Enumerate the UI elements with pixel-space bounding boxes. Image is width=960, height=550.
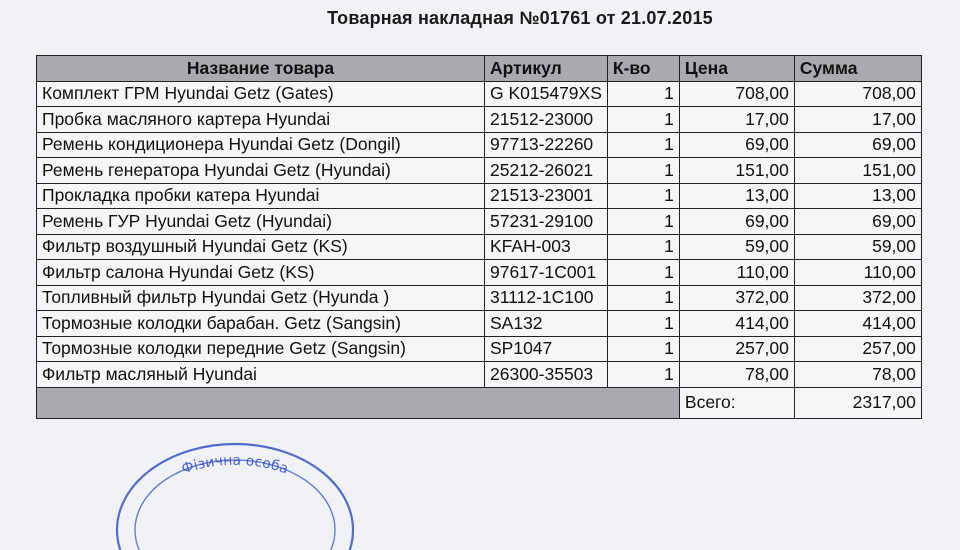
item-price: 708,00	[679, 81, 794, 107]
item-article: 57231-29100	[485, 209, 608, 235]
item-price: 69,00	[679, 209, 794, 235]
header-name: Название товара	[37, 56, 485, 82]
item-article: 26300-35503	[485, 362, 608, 388]
item-sum: 13,00	[794, 183, 921, 209]
item-qty: 1	[607, 311, 679, 337]
total-filler	[37, 387, 680, 418]
item-sum: 414,00	[794, 311, 921, 337]
item-qty: 1	[607, 285, 679, 311]
item-name: Комплект ГРМ Hyundai Getz (Gates)	[37, 81, 485, 107]
item-sum: 257,00	[794, 336, 921, 362]
item-article: 21513-23001	[485, 183, 608, 209]
header-sum: Сумма	[794, 56, 921, 82]
item-article: 97617-1C001	[485, 260, 608, 286]
item-qty: 1	[607, 81, 679, 107]
item-article: 25212-26021	[485, 158, 608, 184]
table-row	[37, 183, 922, 209]
table-row	[37, 209, 922, 235]
item-sum: 69,00	[794, 132, 921, 158]
item-price: 69,00	[679, 132, 794, 158]
item-sum: 372,00	[794, 285, 921, 311]
table-row	[37, 107, 922, 133]
item-article: SA132	[485, 311, 608, 337]
total-value: 2317,00	[794, 387, 921, 418]
item-price: 78,00	[679, 362, 794, 388]
header-price: Цена	[679, 56, 794, 82]
item-article: KFAH-003	[485, 234, 608, 260]
item-name: Пробка масляного картера Hyundai	[37, 107, 485, 133]
item-sum: 708,00	[794, 81, 921, 107]
item-qty: 1	[607, 362, 679, 388]
svg-text:Фізична особа	[180, 453, 291, 478]
item-price: 372,00	[679, 285, 794, 311]
item-qty: 1	[607, 132, 679, 158]
seal-stamp	[100, 430, 360, 550]
item-name: Тормозные колодки передние Getz (Sangsin)	[37, 336, 485, 362]
item-article: 31112-1C100	[485, 285, 608, 311]
item-qty: 1	[607, 234, 679, 260]
item-name: Ремень генератора Hyundai Getz (Hyundai)	[37, 158, 485, 184]
item-sum: 69,00	[794, 209, 921, 235]
item-qty: 1	[607, 336, 679, 362]
item-qty: 1	[607, 209, 679, 235]
item-price: 17,00	[679, 107, 794, 133]
item-name: Топливный фильтр Hyundai Getz (Hyunda )	[37, 285, 485, 311]
invoice-table	[36, 55, 922, 419]
item-name: Фильтр масляный Hyundai	[37, 362, 485, 388]
item-sum: 151,00	[794, 158, 921, 184]
item-name: Ремень ГУР Hyundai Getz (Hyundai)	[37, 209, 485, 235]
item-name: Прокладка пробки катера Hyundai	[37, 183, 485, 209]
item-price: 110,00	[679, 260, 794, 286]
table-header-row	[37, 56, 922, 82]
table-row	[37, 158, 922, 184]
item-qty: 1	[607, 260, 679, 286]
table-row	[37, 285, 922, 311]
item-name: Тормозные колодки барабан. Getz (Sangsin)	[37, 311, 485, 337]
item-price: 257,00	[679, 336, 794, 362]
table-row	[37, 260, 922, 286]
table-row	[37, 132, 922, 158]
item-qty: 1	[607, 183, 679, 209]
item-qty: 1	[607, 107, 679, 133]
table-row	[37, 336, 922, 362]
table-row	[37, 81, 922, 107]
header-qty: К-во	[607, 56, 679, 82]
item-article: 97713-22260	[485, 132, 608, 158]
table-row	[37, 234, 922, 260]
table-row	[37, 362, 922, 388]
item-price: 414,00	[679, 311, 794, 337]
item-sum: 78,00	[794, 362, 921, 388]
table-row	[37, 311, 922, 337]
item-sum: 110,00	[794, 260, 921, 286]
item-article: G K015479XS	[485, 81, 608, 107]
item-sum: 59,00	[794, 234, 921, 260]
stamp-text: Фізична особа	[179, 452, 291, 478]
item-article: SP1047	[485, 336, 608, 362]
item-price: 13,00	[679, 183, 794, 209]
item-name: Фильтр воздушный Hyundai Getz (KS)	[37, 234, 485, 260]
item-qty: 1	[607, 158, 679, 184]
table-total-row	[37, 387, 922, 418]
item-name: Ремень кондиционера Hyundai Getz (Dongil)	[37, 132, 485, 158]
item-sum: 17,00	[794, 107, 921, 133]
document-title: Товарная накладная №01761 от 21.07.2015	[327, 8, 713, 28]
item-article: 21512-23000	[485, 107, 608, 133]
item-price: 151,00	[679, 158, 794, 184]
header-article: Артикул	[485, 56, 608, 82]
total-label: Всего:	[679, 387, 794, 418]
item-price: 59,00	[679, 234, 794, 260]
item-name: Фильтр салона Hyundai Getz (KS)	[37, 260, 485, 286]
